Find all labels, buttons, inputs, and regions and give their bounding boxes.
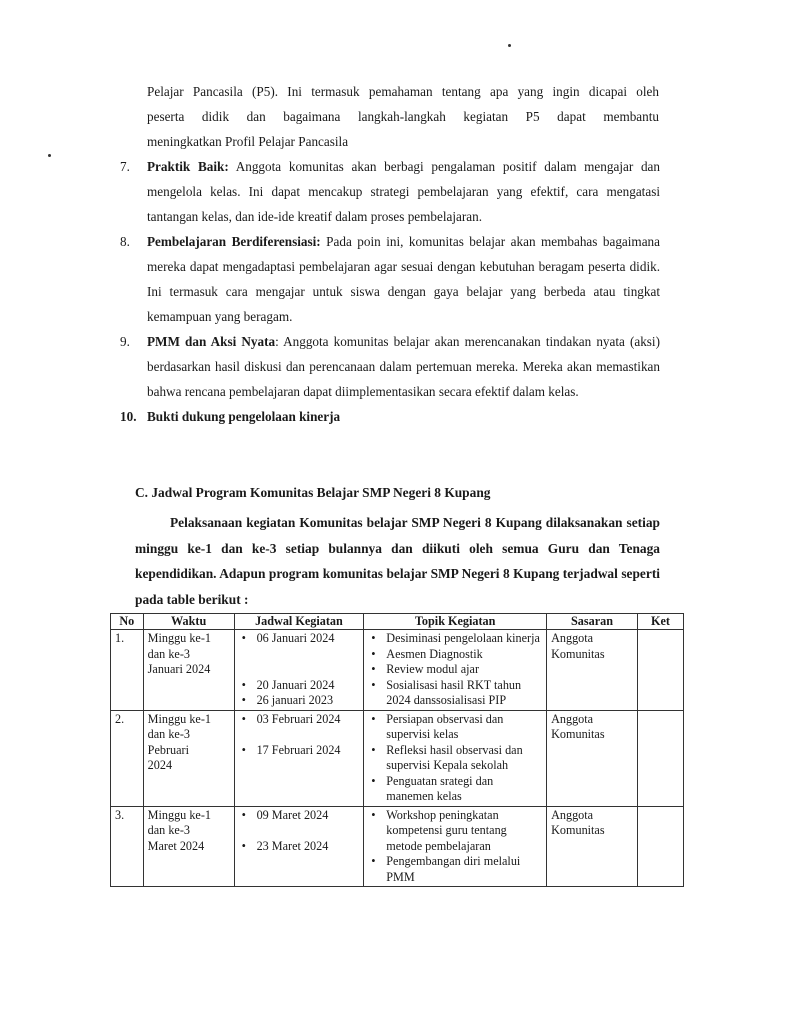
jadwal-list: [239, 839, 360, 855]
cell-topik: [364, 710, 547, 806]
sasaran-line: Anggota: [551, 807, 594, 822]
waktu-line: Pebruari: [147, 742, 189, 757]
jadwal-list: [239, 808, 360, 824]
item-number: 10.: [120, 409, 137, 424]
sasaran-line: Komunitas: [551, 823, 605, 837]
waktu-line: Maret 2024: [147, 838, 205, 853]
section-paragraph-text: Pelaksanaan kegiatan Komunitas belajar SMP Negeri 8 Kupang dilaksanakan setiap minggu ke-1 dan ke-3 setiap bulannya dan diikuti oleh semua Guru dan Tenaga kependidikan. Adapun program komunitas belajar SMP Negeri 8 Kupang terjadwal seperti pada table berikut :: [135, 515, 660, 607]
cell-waktu: [143, 806, 234, 887]
cell-jadwal: [234, 630, 364, 711]
topik-list: [368, 631, 542, 709]
table-row: [111, 710, 684, 806]
topik-item: • Workshop peningkatan kompetensi guru tentang metode pembelajaran: [368, 808, 542, 855]
jadwal-list: [239, 678, 360, 709]
topik-item: • Persiapan observasi dan supervisi kelas: [368, 712, 542, 743]
intro-line: meningkatkan Profil Pelajar Pancasila: [147, 134, 349, 149]
cell-ket: [637, 710, 683, 806]
item-text: : Anggota komunitas belajar akan merencanakan tindakan nyata (aksi) berdasarkan hasil diskusi dan perencanaan dalam pertemuan mereka. Mereka akan memastikan bahwa rencana pembelajaran dapat diimplementasikan secara efektif dalam kelas.: [147, 334, 660, 399]
sasaran-line: Komunitas: [551, 646, 605, 661]
jadwal-item: • 09 Maret 2024: [239, 808, 360, 824]
cell-jadwal: [234, 806, 364, 887]
item-title: PMM dan Aksi Nyata: [147, 334, 276, 349]
item-title: Praktik Baik:: [147, 159, 229, 174]
topik-item: • Penguatan srategi dan manemen kelas: [368, 774, 542, 805]
topik-item: • Pengembangan diri melalui PMM: [368, 854, 542, 885]
scan-speck: [508, 44, 511, 47]
intro-paragraph: [147, 79, 659, 154]
cell-ket: [637, 630, 683, 711]
waktu-line: Minggu ke-1: [147, 631, 211, 645]
cell-sasaran: [547, 630, 638, 711]
list-item: [120, 404, 660, 429]
intro-line: Pelajar Pancasila (P5). Ini termasuk pemahaman tentang apa yang ingin dicapai oleh: [147, 84, 659, 99]
waktu-line: Januari 2024: [147, 662, 211, 676]
cell-sasaran: [547, 806, 638, 887]
table-header-row: [111, 614, 684, 630]
waktu-line: Minggu ke-1: [147, 807, 211, 822]
jadwal-item: • 06 Januari 2024: [239, 631, 360, 647]
scan-speck: [48, 154, 51, 157]
topik-item: • Refleksi hasil observasi dan supervisi Kepala sekolah: [368, 743, 542, 774]
jadwal-item: • 03 Februari 2024: [239, 712, 360, 728]
header-waktu: Waktu: [143, 614, 234, 630]
numbered-list: [120, 154, 660, 429]
intro-line: peserta didik dan bagaimana langkah-langkah kegiatan P5 dapat membantu: [147, 109, 659, 124]
schedule-table: [110, 613, 684, 887]
topik-list: [368, 808, 542, 886]
header-no: No: [111, 614, 144, 630]
topik-list: [368, 712, 542, 805]
header-ket: Ket: [637, 614, 683, 630]
topik-item: • Sosialisasi hasil RKT tahun 2024 danssosialisasi PIP: [368, 678, 542, 709]
item-title: Bukti dukung pengelolaan kinerja: [147, 409, 341, 424]
list-item: [120, 154, 660, 229]
header-sasaran: Sasaran: [547, 614, 638, 630]
section-title: C. Jadwal Program Komunitas Belajar SMP Negeri 8 Kupang: [135, 485, 491, 500]
topik-item: • Desiminasi pengelolaan kinerja: [368, 631, 542, 647]
section-paragraph: [135, 510, 660, 612]
cell-no: 2.: [111, 710, 144, 806]
table-row: [111, 630, 684, 711]
jadwal-list: [239, 712, 360, 728]
waktu-line: 2024: [147, 758, 173, 772]
item-number: 8.: [120, 234, 130, 249]
sasaran-line: Komunitas: [551, 727, 605, 741]
jadwal-item: • 26 januari 2023: [239, 693, 360, 709]
sasaran-line: Anggota: [551, 711, 594, 726]
item-title: Pembelajaran Berdiferensiasi:: [147, 234, 321, 249]
cell-waktu: [143, 630, 234, 711]
jadwal-item: • 23 Maret 2024: [239, 839, 360, 855]
list-item: [120, 329, 660, 404]
cell-jadwal: [234, 710, 364, 806]
cell-waktu: [143, 710, 234, 806]
item-number: 9.: [120, 334, 130, 349]
header-topik: Topik Kegiatan: [364, 614, 547, 630]
waktu-line: dan ke-3: [147, 727, 190, 741]
table-row: [111, 806, 684, 887]
cell-topik: [364, 630, 547, 711]
sasaran-line: Anggota: [551, 631, 594, 645]
jadwal-item: • 17 Februari 2024: [239, 743, 360, 759]
cell-sasaran: [547, 710, 638, 806]
jadwal-list: [239, 631, 360, 647]
cell-ket: [637, 806, 683, 887]
cell-no: 3.: [111, 806, 144, 887]
list-item: [120, 229, 660, 329]
header-jadwal: Jadwal Kegiatan: [234, 614, 364, 630]
cell-no: 1.: [111, 630, 144, 711]
item-number: 7.: [120, 159, 130, 174]
waktu-line: dan ke-3: [147, 823, 190, 837]
item-text: Pada poin ini, komunitas belajar akan membahas bagaimana mereka dapat mengadaptasi pembelajaran agar sesuai dengan kebutuhan beragam peserta didik. Ini termasuk cara mengajar untuk siswa dengan gaya belajar yang berbeda atau tingkat kemampuan yang beragam.: [147, 234, 660, 324]
cell-topik: [364, 806, 547, 887]
item-text: Anggota komunitas akan berbagi pengalaman positif dalam mengajar dan mengelola kelas. Ini dapat mencakup strategi pembelajaran yang efektif, cara mengatasi tantangan kelas, dan ide-ide kreatif dalam proses pembelajaran.: [147, 159, 660, 224]
waktu-line: dan ke-3: [147, 646, 190, 661]
jadwal-item: • 20 Januari 2024: [239, 678, 360, 694]
topik-item: • Review modul ajar: [368, 662, 542, 678]
jadwal-list: [239, 743, 360, 759]
topik-item: • Aesmen Diagnostik: [368, 647, 542, 663]
waktu-line: Minggu ke-1: [147, 711, 211, 726]
